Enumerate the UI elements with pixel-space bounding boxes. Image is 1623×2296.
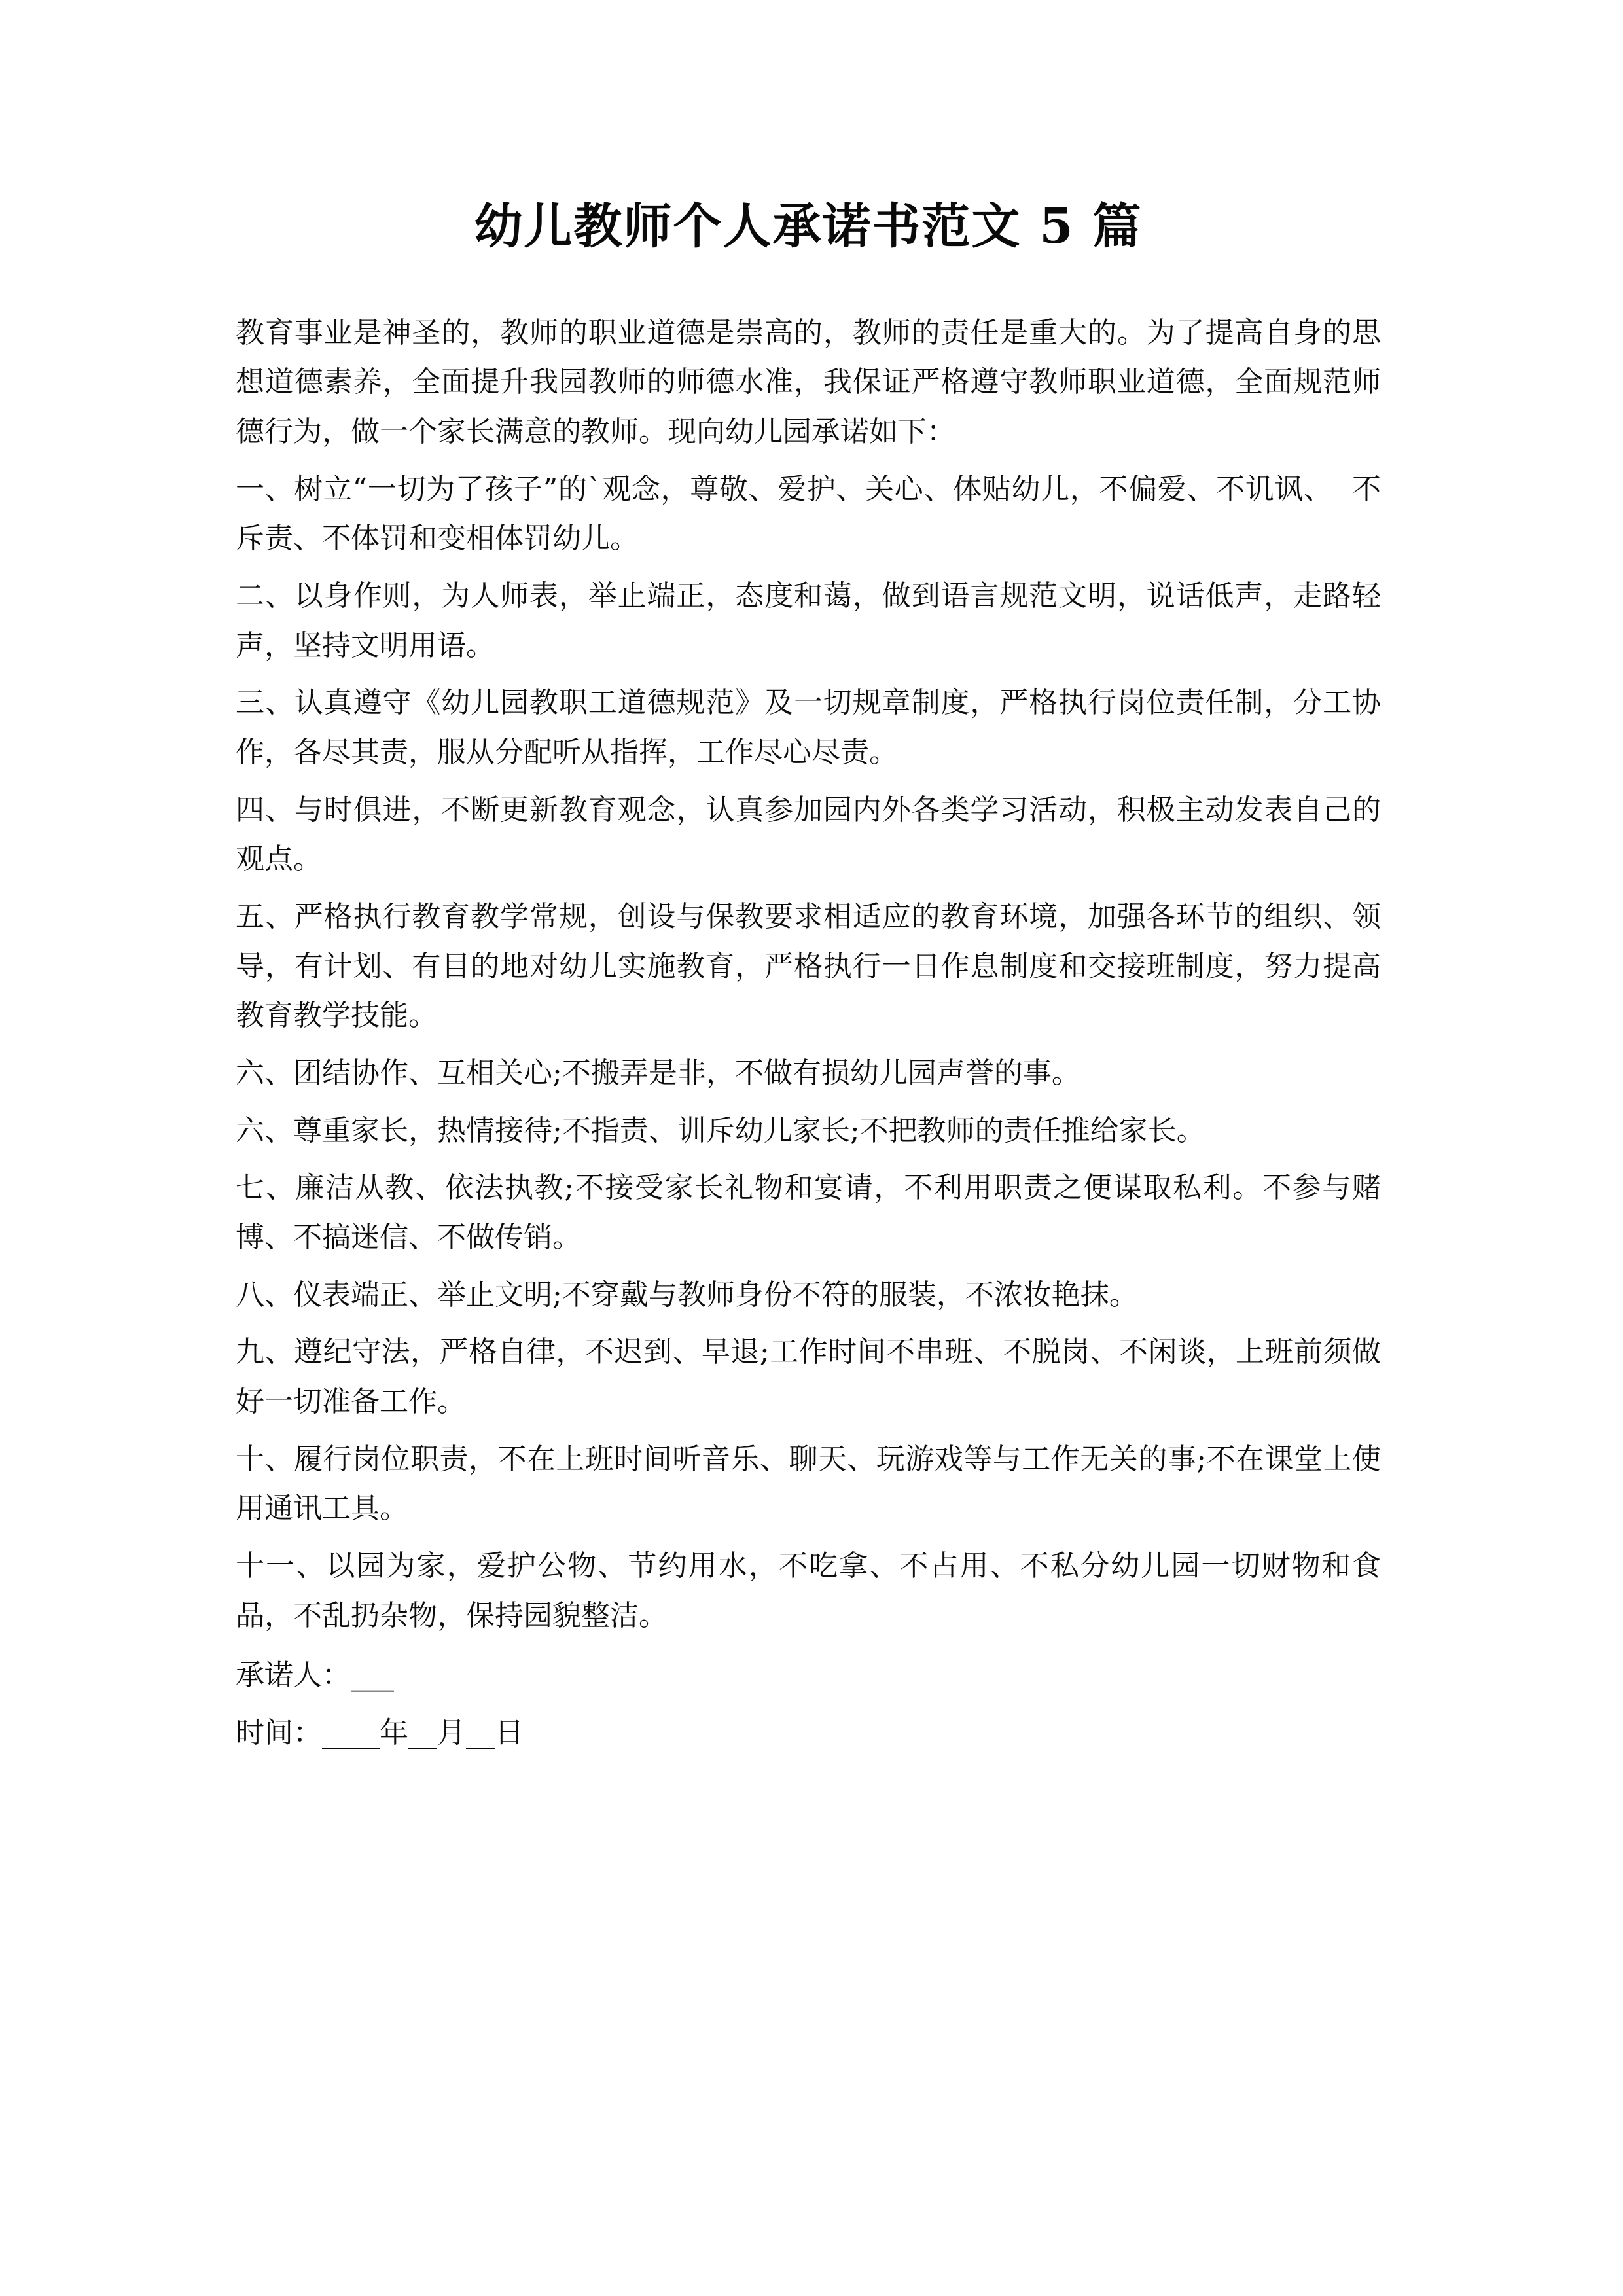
page-title: 幼儿教师个人承诺书范文 5 篇 — [474, 198, 1143, 255]
signature-line: 承诺人：___ — [236, 1659, 394, 1693]
paragraph-item-7: 七、廉洁从教、依法执教;不接受家长礼物和宴请，不利用职责之便谋取私利。不参与赌博、不搞迷信、不做传销。 — [236, 1171, 1381, 1254]
paragraph-item-8: 八、仪表端正、举止文明;不穿戴与教师身份不符的服装，不浓妆艳抹。 — [236, 1278, 1138, 1312]
paragraph-item-3: 三、认真遵守《幼儿园教职工道德规范》及一切规章制度，严格执行岗位责任制，分工协作，各尽其责，服从分配听从指挥，工作尽心尽责。 — [236, 686, 1381, 769]
paragraph-item-10: 十、履行岗位职责，不在上班时间听音乐、聊天、玩游戏等与工作无关的事;不在课堂上使用通讯工具。 — [236, 1442, 1381, 1526]
paragraph-item-4: 四、与时俱进，不断更新教育观念，认真参加园内外各类学习活动，积极主动发表自己的观点。 — [236, 793, 1381, 876]
paragraph-item-1: 一、树立“一切为了孩子”的`观念，尊敬、爱护、关心、体贴幼儿，不偏爱、不讥讽、 不斥责、不体罚和变相体罚幼儿。 — [236, 472, 1381, 556]
paragraph-intro: 教育事业是神圣的，教师的职业道德是崇高的，教师的责任是重大的。为了提高自身的思想道德素养，全面提升我园教师的师德水准，我保证严格遵守教师职业道德，全面规范师德行为，做一个家长满意的教师。现向幼儿园承诺如下： — [236, 315, 1381, 448]
paragraph-item-2: 二、以身作则，为人师表，举止端正，态度和蔼，做到语言规范文明，说话低声，走路轻声，坚持文明用语。 — [236, 579, 1381, 662]
paragraph-item-9: 九、遵纪守法，严格自律，不迟到、早退;工作时间不串班、不脱岗、不闲谈，上班前须做好一切准备工作。 — [236, 1335, 1381, 1418]
date-line: 时间：____年__月__日 — [236, 1715, 524, 1749]
paragraph-item-11: 十一、以园为家，爱护公物、节约用水，不吃拿、不占用、不私分幼儿园一切财物和食品，不乱扔杂物，保持园貌整洁。 — [236, 1549, 1381, 1632]
document-body — [236, 308, 1381, 1758]
paragraph-item-6b: 六、尊重家长，热情接待;不指责、训斥幼儿家长;不把教师的责任推给家长。 — [236, 1113, 1205, 1147]
paragraph-item-6a: 六、团结协作、互相关心;不搬弄是非，不做有损幼儿园声誉的事。 — [236, 1056, 1080, 1090]
paragraph-item-5: 五、严格执行教育教学常规，创设与保教要求相适应的教育环境，加强各环节的组织、领导，有计划、有目的地对幼儿实施教育，严格执行一日作息制度和交接班制度，努力提高教育教学技能。 — [236, 899, 1381, 1033]
